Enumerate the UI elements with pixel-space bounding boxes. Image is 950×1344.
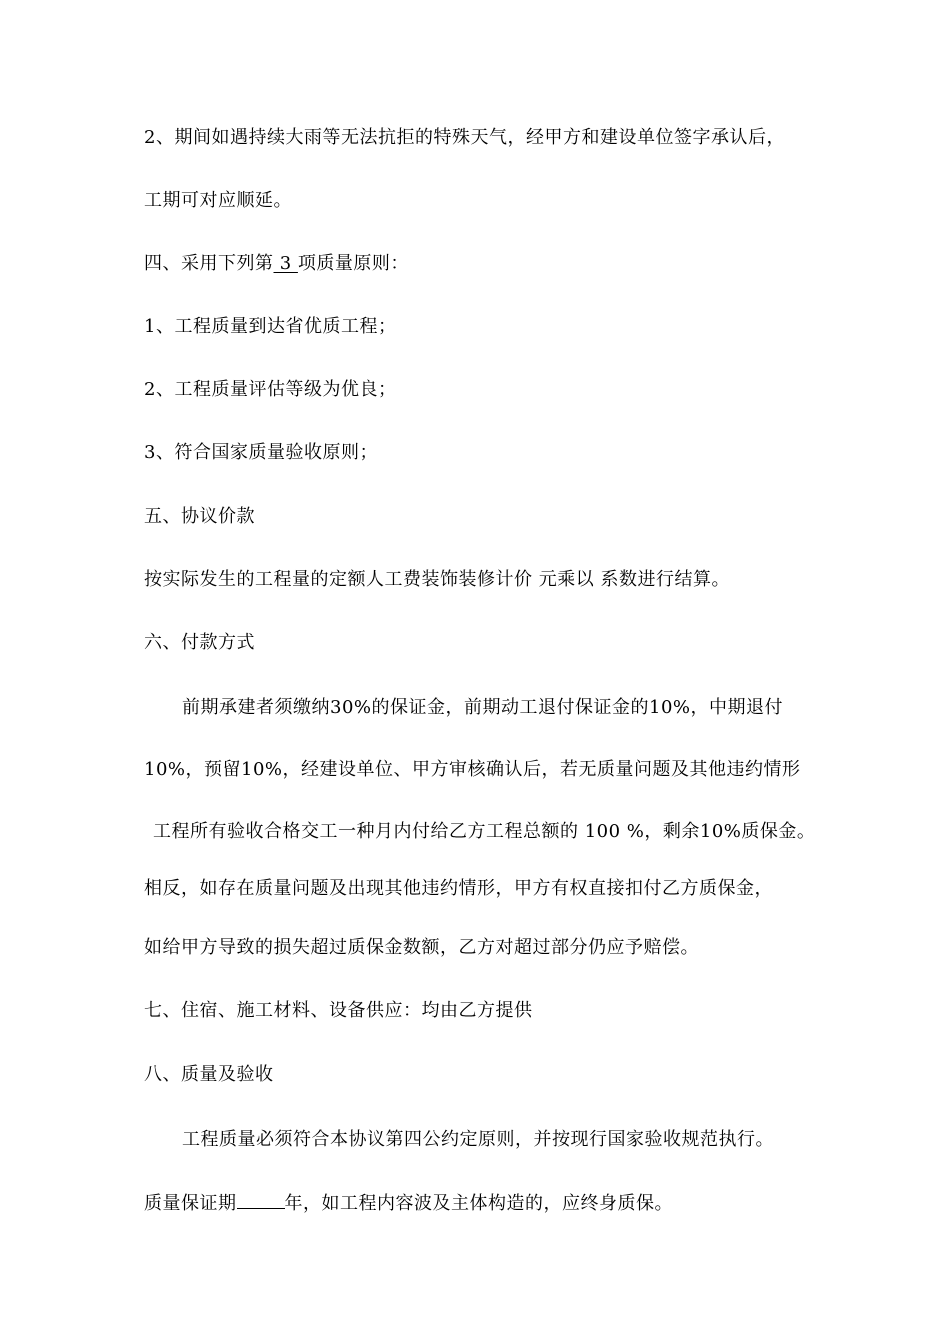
section-6-body-line-1: 前期承建者须缴纳30%的保证金，前期动工退付保证金的10%，中期退付 xyxy=(182,697,784,718)
section-6-body-line-3: 工程所有验收合格交工一种月内付给乙方工程总额的 100 %，剩余10%质保金。 xyxy=(153,821,816,842)
quality-option-number: 3 xyxy=(273,253,298,274)
section-4-heading-suffix: 项质量原则： xyxy=(297,253,409,274)
warranty-period-suffix: 年，如工程内容波及主体构造的，应终身质保。 xyxy=(284,1193,673,1214)
section-7-heading: 七、住宿、施工材料、设备供应：均由乙方提供 xyxy=(144,1000,533,1021)
section-4-heading xyxy=(144,252,409,276)
section-6-body-line-5: 如给甲方导致的损失超过质保金数额，乙方对超过部分仍应予赔偿。 xyxy=(144,937,699,958)
warranty-period-blank xyxy=(237,1189,285,1209)
section-8-body-line-2 xyxy=(144,1189,673,1216)
section-4-item-2: 2、工程质量评估等级为优良； xyxy=(144,379,397,400)
section-4-heading-prefix: 四、采用下列第 xyxy=(144,253,274,274)
section-6-heading: 六、付款方式 xyxy=(144,632,255,653)
warranty-period-label: 质量保证期 xyxy=(144,1193,237,1214)
section-8-heading: 八、质量及验收 xyxy=(144,1064,274,1085)
section-8-body-line-1: 工程质量必须符合本协议第四公约定原则，并按现行国家验收规范执行。 xyxy=(182,1129,774,1150)
section-5-body: 按实际发生的工程量的定额人工费装饰装修计价 元乘以 系数进行结算。 xyxy=(144,569,730,590)
section-4-item-1: 1、工程质量到达省优质工程； xyxy=(144,316,397,337)
clause-3-item-2-line-1: 2、期间如遇持续大雨等无法抗拒的特殊天气，经甲方和建设单位签字承认后， xyxy=(144,127,785,148)
section-6-body-line-4: 相反，如存在质量问题及出现其他违约情形，甲方有权直接扣付乙方质保金， xyxy=(144,878,773,899)
section-5-heading: 五、协议价款 xyxy=(144,506,255,527)
section-4-item-3: 3、符合国家质量验收原则； xyxy=(144,442,378,463)
section-6-body-line-2: 10%，预留10%，经建设单位、甲方审核确认后，若无质量问题及其他违约情形 xyxy=(144,759,801,780)
clause-3-item-2-line-2: 工期可对应顺延。 xyxy=(144,190,292,211)
